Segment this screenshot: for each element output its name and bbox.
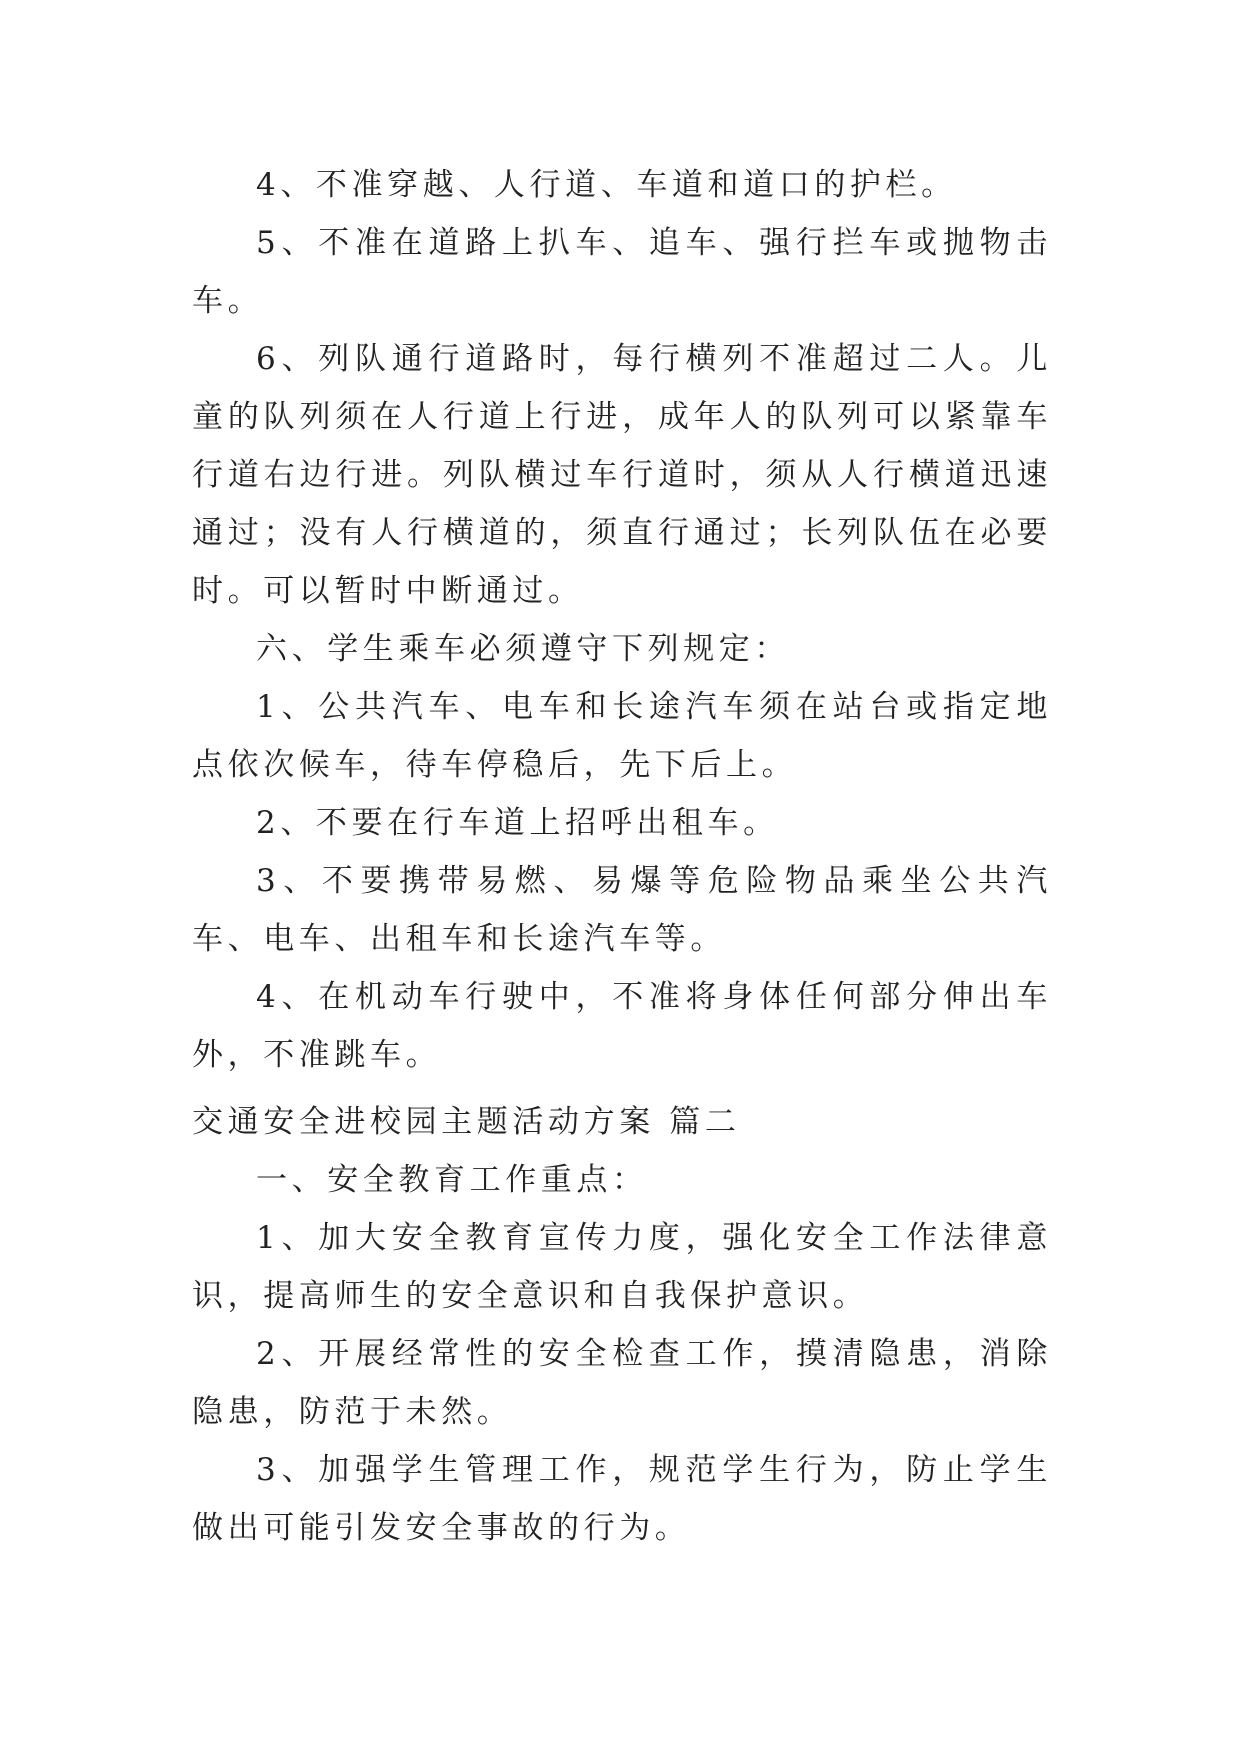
paragraph: 六、学生乘车必须遵守下列规定： — [256, 631, 790, 667]
paragraph: 3、加强学生管理工作，规范学生行为，防止学生做出可能引发安全事故的行为。 — [192, 1452, 1052, 1546]
paragraph: 6、列队通行道路时，每行横列不准超过二人。儿童的队列须在人行道上行进，成年人的队列可以紧靠车行道右边行进。列队横过车行道时，须从人行横道迅速通过；没有人行横道的，须直行通过；长列队伍在必要时。可以暂时中断通过。 — [192, 341, 1052, 609]
paragraph: 3、不要携带易燃、易爆等危险物品乘坐公共汽车、电车、出租车和长途汽车等。 — [192, 863, 1052, 957]
paragraph: 2、不要在行车道上招呼出租车。 — [256, 805, 779, 841]
paragraph: 4、在机动车行驶中，不准将身体任何部分伸出车外，不准跳车。 — [192, 979, 1052, 1073]
section-title: 交通安全进校园主题活动方案 篇二 — [192, 1104, 741, 1140]
paragraph: 2、开展经常性的安全检查工作，摸清隐患，消除隐患，防范于未然。 — [192, 1336, 1052, 1430]
section-one — [192, 156, 1052, 1084]
paragraph: 1、加大安全教育宣传力度，强化安全工作法律意识，提高师生的安全意识和自我保护意识。 — [192, 1220, 1052, 1314]
paragraph: 一、安全教育工作重点： — [256, 1162, 648, 1198]
paragraph: 4、不准穿越、人行道、车道和道口的护栏。 — [256, 167, 957, 203]
section-two — [192, 1093, 1052, 1557]
paragraph: 5、不准在道路上扒车、追车、强行拦车或抛物击车。 — [192, 225, 1052, 319]
paragraph: 1、公共汽车、电车和长途汽车须在站台或指定地点依次候车，待车停稳后，先下后上。 — [192, 689, 1052, 783]
